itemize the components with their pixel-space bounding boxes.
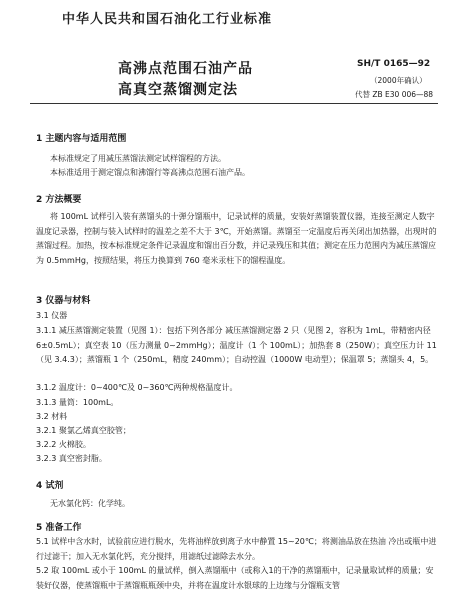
document-title-line1: 高沸点范围石油产品 xyxy=(118,61,253,77)
section-5-2: 5.2 取 100mL 或小于 100mL 的量试样，倒入蒸馏瓶中（或称入1的干净的蒸馏瓶中，记录量取试样的质量；安装好仪器，使蒸馏瓶中于蒸馏瓶瓶颈中央，并将在温度计水银球的上边缘与分馏瓶支管 xyxy=(36,566,434,590)
section-3-1-3: 3.1.3 量筒：100mL。 xyxy=(36,398,119,407)
section-2-heading: 2 方法概要 xyxy=(36,195,82,205)
section-3-1-heading: 3.1 仪器 xyxy=(36,311,68,320)
standard-number: SH/T 0165—92 xyxy=(357,59,431,69)
section-1-heading: 1 主题内容与适用范围 xyxy=(36,134,127,144)
section-3-1-2: 3.1.2 温度计：0~400℃及 0~360℃两种规格温度计。 xyxy=(36,383,238,392)
section-4-heading: 4 试剂 xyxy=(36,481,64,491)
section-3-2-1: 3.2.1 聚氯乙烯真空胶管； xyxy=(36,426,131,435)
section-1-para-1: 本标准规定了用减压蒸馏法测定试样馏程的方法。 xyxy=(50,154,226,163)
standard-header: 中华人民共和国石油化工行业标准 xyxy=(62,12,273,27)
replaces-note: 代替 ZB E30 006—88 xyxy=(355,90,434,99)
section-5-1: 5.1 试样中含水时，试验前应进行脱水，先将油样放到离子水中静置 15~20℃；将测油品放在热油 冷出或瓶中进行过滤干；加入无水氯化钙，充分搅拌，用滤纸过滤除去水分。 xyxy=(36,537,437,561)
section-5-heading: 5 准备工作 xyxy=(36,523,82,533)
section-3-2-2: 3.2.2 火棉胶。 xyxy=(36,440,91,449)
document-title-line2: 高真空蒸馏测定法 xyxy=(118,82,238,98)
section-3-2-heading: 3.2 材料 xyxy=(36,412,68,421)
section-3-2-3: 3.2.3 真空密封脂。 xyxy=(36,454,107,463)
confirmation-year: （2000年确认） xyxy=(370,76,427,85)
section-4-body: 无水氯化钙：化学纯。 xyxy=(50,499,130,508)
section-3-1-1: 3.1.1 减压蒸馏测定装置（见图 1）：包括下列各部分 减压蒸馏测定器 2 只（见图 2，容积为 1mL，带精密内径 6±0.5mL）；真空表 10（压力测量 0~2mmHg）；温度计（1 个 100mL）；加热套 8（250W）；真空压力计 11（见 3.4.3）；蒸馏瓶 1 个（250mL，精度 240mm）；自动控温（1000W 电动型）；保温罩 5；蒸馏头 4，5。 xyxy=(36,326,437,364)
section-3-heading: 3 仪器与材料 xyxy=(36,296,91,306)
section-1-para-2: 本标准适用于测定馏点和沸馏行等高沸点范围石油产品。 xyxy=(50,168,250,177)
title-divider xyxy=(30,103,438,104)
section-2-body: 将 100mL 试样引入装有蒸馏头的十弹分馏瓶中，记录试样的质量，安装好蒸馏装置仪器，连接至测定人数字温度记录器，控制与装入试样时的温差之差不大于 3℃，开始蒸馏。蒸馏至一定温度后再关闭出加热器，出现时的蒸馏过程。加热，按本标准规定条件记录温度和馏出百分数，并记录残压和其值；测定在压力范围内为减压蒸馏应为 0.5mmHg，按照结果，将压力换算到 760 毫米汞柱下的馏程温度。 xyxy=(36,212,437,265)
